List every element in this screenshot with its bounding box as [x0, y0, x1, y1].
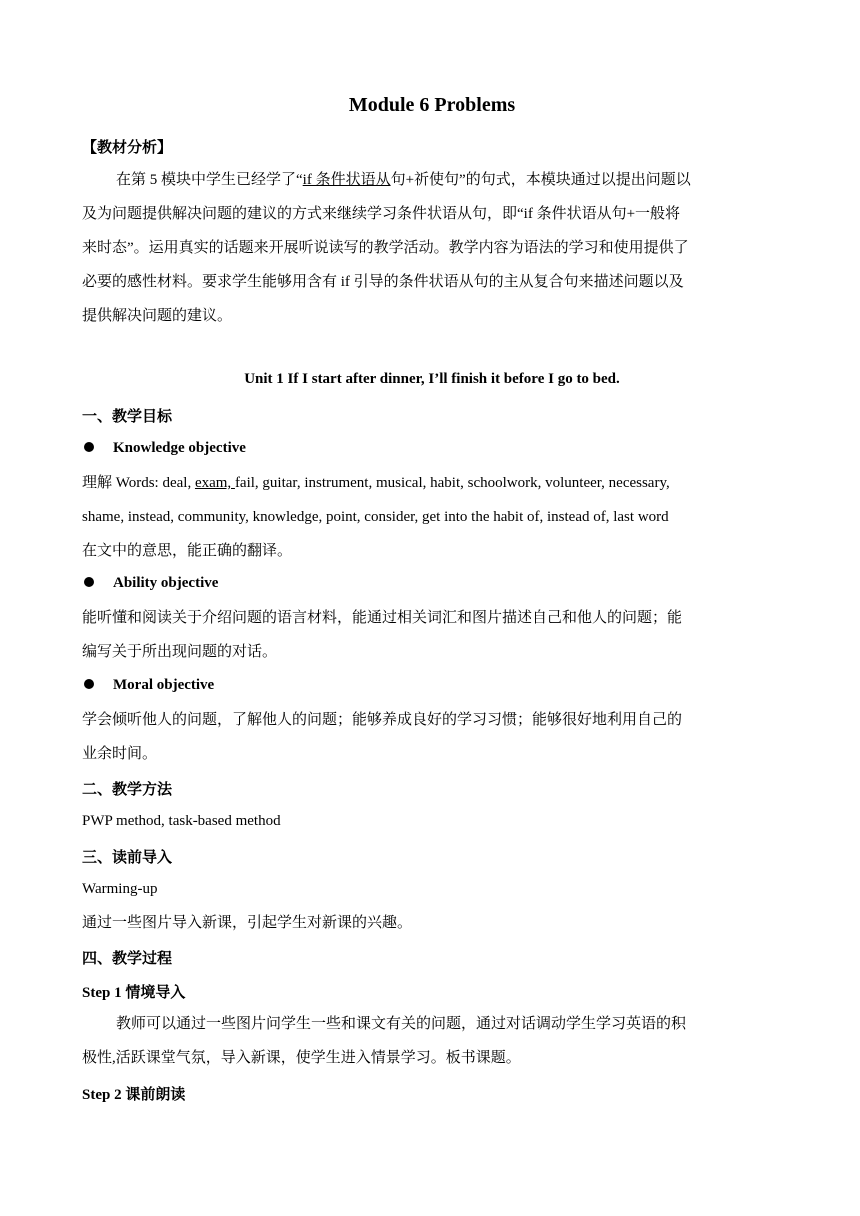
page-title: Module 6 Problems	[348, 94, 516, 116]
process-heading: 四、教学过程	[82, 951, 173, 967]
moral-line-2: 业余时间。	[82, 746, 158, 762]
methods-text: PWP method, task-based method	[82, 813, 281, 829]
lead-in-label: Warming-up	[82, 881, 158, 897]
knowledge-objective-item	[82, 440, 246, 457]
analysis-line-5: 提供解决问题的建议。	[82, 308, 233, 324]
knowledge-line-3: 在文中的意思，能正确的翻译。	[82, 543, 293, 559]
unit-title: Unit 1 If I start after dinner, I’ll finish it before I go to bed.	[244, 371, 620, 387]
ability-objective-item	[82, 575, 218, 592]
bullet-dot	[84, 577, 94, 587]
step-1-label: Step 1 情境导入	[82, 985, 186, 1001]
step-1-line-1: 教师可以通过一些图片问学生一些和课文有关的问题，通过对话调动学生学习英语的积	[116, 1016, 687, 1032]
moral-line-1: 学会倾听他人的问题，了解他人的问题；能够养成良好的学习习惯；能够很好地利用自己的	[82, 712, 683, 728]
step-1-line-2: 极性,活跃课堂气氛，导入新课，使学生进入情景学习。板书课题。	[82, 1050, 521, 1066]
ability-objective-label: Ability objective	[113, 575, 219, 591]
knowledge-underlined-word: exam,	[194, 475, 235, 491]
step-2-label: Step 2 课前朗读	[82, 1087, 186, 1103]
analysis-line-3: 来时态”。运用真实的话题来开展听说读写的教学活动。教学内容为语法的学习和使用提供了	[82, 240, 689, 256]
lead-in-text: 通过一些图片导入新课，引起学生对新课的兴趣。	[82, 915, 413, 931]
textbook-analysis-heading: 【教材分析】	[82, 140, 173, 156]
analysis-underlined-text: if 条件状语从	[302, 172, 391, 188]
knowledge-line-1-start: 理解 Words: deal,	[82, 475, 195, 491]
ability-line-2: 编写关于所出现问题的对话。	[82, 644, 278, 660]
knowledge-line-1	[82, 466, 670, 500]
objectives-heading: 一、教学目标	[82, 409, 173, 425]
knowledge-objective-label: Knowledge objective	[113, 440, 246, 456]
analysis-line-4: 必要的感性材料。要求学生能够用含有 if 引导的条件状语从句的主从复合句来描述问题以及	[82, 274, 684, 290]
analysis-line-1	[116, 163, 691, 197]
knowledge-line-1-end: fail, guitar, instrument, musical, habit, schoolwork, volunteer, necessary,	[234, 475, 670, 491]
ability-line-1: 能听懂和阅读关于介绍问题的语言材料，能通过相关词汇和图片描述自己和他人的问题；能	[82, 610, 683, 626]
document-page	[82, 0, 782, 1216]
moral-objective-label: Moral objective	[113, 677, 215, 693]
bullet-dot	[84, 679, 94, 689]
knowledge-line-2: shame, instead, community, knowledge, point, consider, get into the habit of, instead of, last word	[82, 509, 669, 525]
moral-objective-item	[82, 677, 214, 694]
methods-heading: 二、教学方法	[82, 782, 173, 798]
analysis-line-1-end: 句+祈使句”的句式，本模块通过以提出问题以	[390, 172, 691, 188]
analysis-line-2: 及为问题提供解决问题的建议的方式来继续学习条件状语从句，即“if 条件状语从句+一般将	[82, 206, 681, 222]
lead-in-heading: 三、读前导入	[82, 850, 173, 866]
analysis-line-1-start: 在第 5 模块中学生已经学了“	[116, 172, 303, 188]
bullet-dot	[84, 442, 94, 452]
